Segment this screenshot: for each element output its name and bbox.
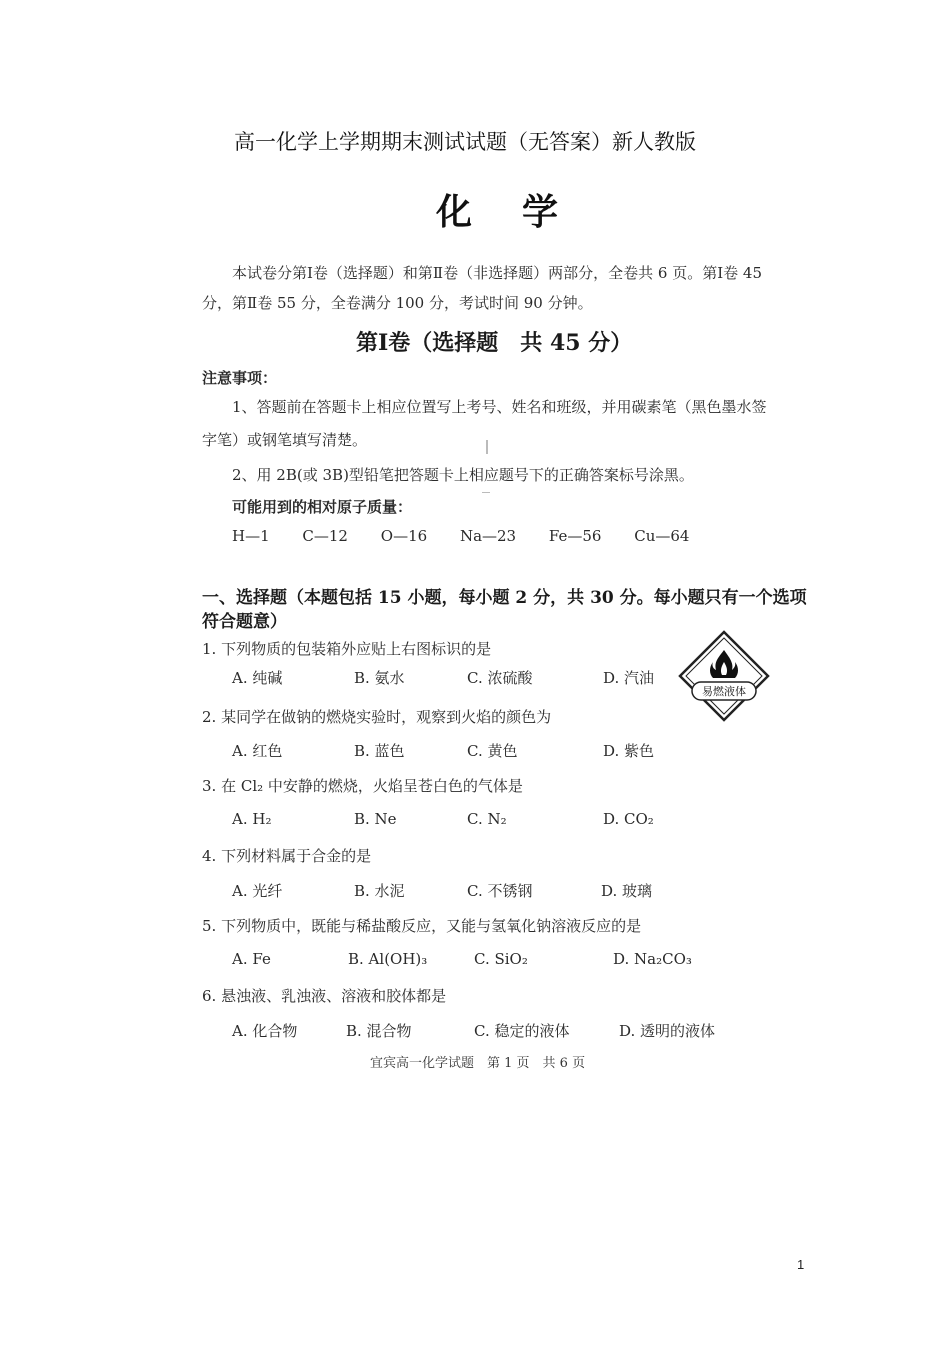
note-1-line-b: 字笔）或钢笔填写清楚。 bbox=[202, 431, 368, 449]
scan-artifact bbox=[486, 440, 488, 454]
scan-artifact bbox=[482, 492, 490, 493]
page-number: 1 bbox=[797, 1257, 805, 1272]
question-5-stem: 5. 下列物质中，既能与稀盐酸反应，又能与氢氧化钠溶液反应的是 bbox=[202, 917, 642, 935]
note-1-line-a: 1、答题前在答题卡上相应位置写上考号、姓名和班级，并用碳素笔（黑色墨水签 bbox=[232, 398, 767, 416]
question-6-stem: 6. 悬浊液、乳浊液、溶液和胶体都是 bbox=[202, 987, 447, 1005]
question-2-option-b: B. 蓝色 bbox=[354, 742, 405, 760]
atomic-mass-heading: 可能用到的相对原子质量： bbox=[232, 498, 413, 516]
notes-heading: 注意事项： bbox=[202, 369, 278, 387]
question-4-option-a: A. 光纤 bbox=[232, 882, 283, 900]
hazard-label: 易燃液体 bbox=[702, 685, 746, 698]
question-2-stem: 2. 某同学在做钠的燃烧实验时，观察到火焰的颜色为 bbox=[202, 708, 552, 726]
question-1-option-b: B. 氨水 bbox=[354, 669, 405, 687]
question-1-option-d: D. 汽油 bbox=[603, 669, 655, 687]
document-title: 高一化学上学期期末测试试题（无答案）新人教版 bbox=[234, 130, 696, 154]
atomic-mass-cu: Cu—64 bbox=[634, 527, 690, 545]
page-footer: 宜宾高一化学试题 第 1 页 共 6 页 bbox=[370, 1056, 586, 1071]
question-1-option-a: A. 纯碱 bbox=[232, 669, 283, 687]
part-1-title: 第Ⅰ卷（选择题 共 45 分） bbox=[356, 330, 633, 356]
question-1-stem: 1. 下列物质的包装箱外应贴上右图标识的是 bbox=[202, 640, 492, 658]
atomic-mass-list bbox=[232, 527, 717, 545]
question-5-option-c: C. SiO₂ bbox=[474, 950, 528, 968]
atomic-mass-na: Na—23 bbox=[459, 527, 517, 545]
note-2: 2、用 2B(或 3B)型铅笔把答题卡上相应题号下的正确答案标号涂黑。 bbox=[232, 466, 694, 484]
section-1-title: 一、选择题（本题包括 15 小题，每小题 2 分，共 30 分。每小题只有一个选项符合题意） bbox=[202, 588, 807, 632]
question-3-option-a: A. H₂ bbox=[232, 810, 272, 828]
question-2-option-a: A. 红色 bbox=[232, 742, 283, 760]
question-3-stem: 3. 在 Cl₂ 中安静的燃烧，火焰呈苍白色的气体是 bbox=[202, 777, 523, 795]
question-5-option-b: B. Al(OH)₃ bbox=[348, 950, 428, 968]
question-5-option-a: A. Fe bbox=[232, 950, 271, 968]
question-4-option-c: C. 不锈钢 bbox=[467, 882, 533, 900]
question-4-option-b: B. 水泥 bbox=[354, 882, 405, 900]
question-2-option-c: C. 黄色 bbox=[467, 742, 518, 760]
question-4-stem: 4. 下列材料属于合金的是 bbox=[202, 847, 372, 865]
atomic-mass-h: H—1 bbox=[232, 527, 270, 545]
question-6-option-b: B. 混合物 bbox=[346, 1022, 412, 1040]
question-6-option-c: C. 稳定的液体 bbox=[474, 1022, 570, 1040]
question-6-option-d: D. 透明的液体 bbox=[619, 1022, 716, 1040]
flammable-liquid-hazard-icon bbox=[678, 630, 770, 722]
atomic-mass-fe: Fe—56 bbox=[548, 527, 602, 545]
subject-heading: 化学 bbox=[436, 191, 609, 233]
question-2-option-d: D. 紫色 bbox=[603, 742, 655, 760]
atomic-mass-c: C—12 bbox=[302, 527, 348, 545]
question-3-option-b: B. Ne bbox=[354, 810, 397, 828]
question-6-option-a: A. 化合物 bbox=[232, 1022, 298, 1040]
question-1-option-c: C. 浓硫酸 bbox=[467, 669, 533, 687]
question-3-option-d: D. CO₂ bbox=[603, 810, 654, 828]
question-4-option-d: D. 玻璃 bbox=[601, 882, 653, 900]
atomic-mass-o: O—16 bbox=[380, 527, 428, 545]
intro-line-2: 分，第Ⅱ卷 55 分，全卷满分 100 分，考试时间 90 分钟。 bbox=[202, 294, 593, 312]
intro-line-1: 本试卷分第Ⅰ卷（选择题）和第Ⅱ卷（非选择题）两部分，全卷共 6 页。第Ⅰ卷 45 bbox=[232, 264, 762, 282]
question-3-option-c: C. N₂ bbox=[467, 810, 507, 828]
question-5-option-d: D. Na₂CO₃ bbox=[613, 950, 692, 968]
